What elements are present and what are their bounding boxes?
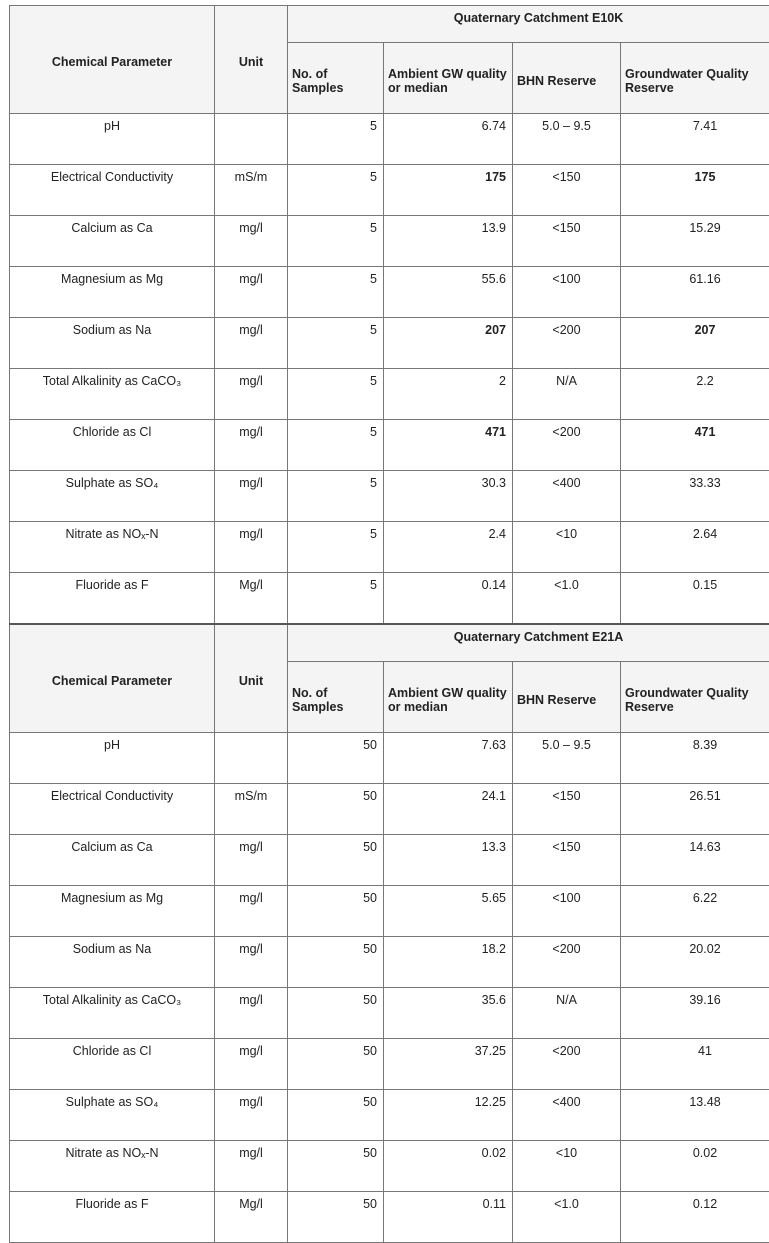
bhn-reserve-cell: <100 xyxy=(513,886,621,937)
gw-quality-reserve-cell: 6.22 xyxy=(621,886,769,937)
samples-cell: 5 xyxy=(288,267,384,318)
ambient-cell: 6.74 xyxy=(384,114,513,165)
parameter-cell: Calcium as Ca xyxy=(10,216,215,267)
parameter-cell: Fluoride as F xyxy=(10,573,215,625)
bhn-reserve-cell: <150 xyxy=(513,216,621,267)
samples-cell: 50 xyxy=(288,1192,384,1243)
ambient-cell: 30.3 xyxy=(384,471,513,522)
ambient-cell: 13.9 xyxy=(384,216,513,267)
parameter-cell: Sodium as Na xyxy=(10,318,215,369)
table-row xyxy=(10,835,769,886)
table-row xyxy=(10,573,769,625)
column-header-unit: Unit xyxy=(215,6,288,114)
unit-cell: mS/m xyxy=(215,165,288,216)
gw-quality-reserve-cell: 0.15 xyxy=(621,573,769,625)
column-header-bhn-reserve: BHN Reserve xyxy=(513,43,621,114)
bhn-reserve-cell: <200 xyxy=(513,318,621,369)
samples-cell: 50 xyxy=(288,1090,384,1141)
unit-cell: mS/m xyxy=(215,784,288,835)
ambient-cell: 2 xyxy=(384,369,513,420)
column-header-samples: No. of Samples xyxy=(288,662,384,733)
samples-cell: 5 xyxy=(288,522,384,573)
samples-cell: 5 xyxy=(288,573,384,625)
table-row xyxy=(10,471,769,522)
unit-cell: Mg/l xyxy=(215,1192,288,1243)
table-row xyxy=(10,216,769,267)
bhn-reserve-cell: <1.0 xyxy=(513,573,621,625)
column-header-parameter: Chemical Parameter xyxy=(10,624,215,733)
samples-cell: 50 xyxy=(288,835,384,886)
samples-cell: 5 xyxy=(288,471,384,522)
table-row xyxy=(10,318,769,369)
bhn-reserve-cell: <10 xyxy=(513,522,621,573)
samples-cell: 5 xyxy=(288,369,384,420)
table-row xyxy=(10,522,769,573)
samples-cell: 5 xyxy=(288,114,384,165)
parameter-cell: Sodium as Na xyxy=(10,937,215,988)
parameter-cell: Total Alkalinity as CaCO₃ xyxy=(10,988,215,1039)
samples-cell: 5 xyxy=(288,216,384,267)
unit-cell: mg/l xyxy=(215,471,288,522)
bhn-reserve-cell: <200 xyxy=(513,937,621,988)
table-row xyxy=(10,369,769,420)
ambient-cell: 37.25 xyxy=(384,1039,513,1090)
gw-quality-reserve-cell: 207 xyxy=(621,318,769,369)
bhn-reserve-cell: <100 xyxy=(513,267,621,318)
parameter-cell: Total Alkalinity as CaCO₃ xyxy=(10,369,215,420)
samples-cell: 50 xyxy=(288,733,384,784)
parameter-cell: Chloride as Cl xyxy=(10,1039,215,1090)
bhn-reserve-cell: <1.0 xyxy=(513,1192,621,1243)
column-header-gw-quality-reserve: Groundwater Quality Reserve xyxy=(621,43,769,114)
samples-cell: 50 xyxy=(288,988,384,1039)
bhn-reserve-cell: <150 xyxy=(513,784,621,835)
column-header-unit: Unit xyxy=(215,624,288,733)
unit-cell: mg/l xyxy=(215,318,288,369)
column-header-bhn-reserve: BHN Reserve xyxy=(513,662,621,733)
samples-cell: 50 xyxy=(288,784,384,835)
table-row xyxy=(10,784,769,835)
gw-quality-reserve-cell: 33.33 xyxy=(621,471,769,522)
parameter-cell: pH xyxy=(10,114,215,165)
parameter-cell: Electrical Conductivity xyxy=(10,784,215,835)
header-row-catchment xyxy=(10,6,769,43)
reserve-table xyxy=(9,5,769,1243)
unit-cell: mg/l xyxy=(215,267,288,318)
gw-quality-reserve-cell: 61.16 xyxy=(621,267,769,318)
column-header-ambient: Ambient GW quality or median xyxy=(384,43,513,114)
table-row xyxy=(10,733,769,784)
parameter-cell: Calcium as Ca xyxy=(10,835,215,886)
parameter-cell: Chloride as Cl xyxy=(10,420,215,471)
table-row xyxy=(10,1090,769,1141)
samples-cell: 50 xyxy=(288,886,384,937)
ambient-cell: 5.65 xyxy=(384,886,513,937)
unit-cell xyxy=(215,733,288,784)
gw-quality-reserve-cell: 175 xyxy=(621,165,769,216)
bhn-reserve-cell: <150 xyxy=(513,835,621,886)
gw-quality-reserve-cell: 20.02 xyxy=(621,937,769,988)
gw-quality-reserve-cell: 0.12 xyxy=(621,1192,769,1243)
ambient-cell: 7.63 xyxy=(384,733,513,784)
bhn-reserve-cell: <200 xyxy=(513,1039,621,1090)
samples-cell: 5 xyxy=(288,420,384,471)
parameter-cell: Sulphate as SO₄ xyxy=(10,471,215,522)
bhn-reserve-cell: <150 xyxy=(513,165,621,216)
parameter-cell: Nitrate as NOₓ-N xyxy=(10,522,215,573)
unit-cell: mg/l xyxy=(215,886,288,937)
table-row xyxy=(10,937,769,988)
bhn-reserve-cell: <10 xyxy=(513,1141,621,1192)
table-row xyxy=(10,114,769,165)
samples-cell: 50 xyxy=(288,1039,384,1090)
unit-cell: mg/l xyxy=(215,937,288,988)
bhn-reserve-cell: N/A xyxy=(513,988,621,1039)
table-row xyxy=(10,1141,769,1192)
samples-cell: 50 xyxy=(288,1141,384,1192)
water-quality-tables xyxy=(9,5,769,1243)
bhn-reserve-cell: <200 xyxy=(513,420,621,471)
column-header-samples: No. of Samples xyxy=(288,43,384,114)
gw-quality-reserve-cell: 8.39 xyxy=(621,733,769,784)
gw-quality-reserve-cell: 13.48 xyxy=(621,1090,769,1141)
ambient-cell: 0.11 xyxy=(384,1192,513,1243)
parameter-cell: Nitrate as NOₓ-N xyxy=(10,1141,215,1192)
gw-quality-reserve-cell: 0.02 xyxy=(621,1141,769,1192)
ambient-cell: 207 xyxy=(384,318,513,369)
bhn-reserve-cell: <400 xyxy=(513,471,621,522)
parameter-cell: pH xyxy=(10,733,215,784)
bhn-reserve-cell: N/A xyxy=(513,369,621,420)
ambient-cell: 55.6 xyxy=(384,267,513,318)
ambient-cell: 35.6 xyxy=(384,988,513,1039)
bhn-reserve-cell: 5.0 – 9.5 xyxy=(513,733,621,784)
ambient-cell: 2.4 xyxy=(384,522,513,573)
unit-cell: mg/l xyxy=(215,369,288,420)
table-row xyxy=(10,886,769,937)
unit-cell: mg/l xyxy=(215,988,288,1039)
table-row xyxy=(10,988,769,1039)
ambient-cell: 175 xyxy=(384,165,513,216)
column-header-parameter: Chemical Parameter xyxy=(10,6,215,114)
unit-cell: mg/l xyxy=(215,1039,288,1090)
bhn-reserve-cell: <400 xyxy=(513,1090,621,1141)
ambient-cell: 24.1 xyxy=(384,784,513,835)
gw-quality-reserve-cell: 15.29 xyxy=(621,216,769,267)
header-row-catchment xyxy=(10,624,769,662)
unit-cell: mg/l xyxy=(215,1090,288,1141)
table-row xyxy=(10,1192,769,1243)
gw-quality-reserve-cell: 2.64 xyxy=(621,522,769,573)
table-row xyxy=(10,420,769,471)
unit-cell: Mg/l xyxy=(215,573,288,625)
parameter-cell: Electrical Conductivity xyxy=(10,165,215,216)
table-row xyxy=(10,165,769,216)
gw-quality-reserve-cell: 14.63 xyxy=(621,835,769,886)
bhn-reserve-cell: 5.0 – 9.5 xyxy=(513,114,621,165)
samples-cell: 5 xyxy=(288,165,384,216)
gw-quality-reserve-cell: 471 xyxy=(621,420,769,471)
ambient-cell: 18.2 xyxy=(384,937,513,988)
gw-quality-reserve-cell: 39.16 xyxy=(621,988,769,1039)
samples-cell: 5 xyxy=(288,318,384,369)
column-header-gw-quality-reserve: Groundwater Quality Reserve xyxy=(621,662,769,733)
table-row xyxy=(10,1039,769,1090)
catchment-title: Quaternary Catchment E10K xyxy=(288,6,769,43)
parameter-cell: Magnesium as Mg xyxy=(10,886,215,937)
unit-cell: mg/l xyxy=(215,216,288,267)
ambient-cell: 0.02 xyxy=(384,1141,513,1192)
ambient-cell: 13.3 xyxy=(384,835,513,886)
gw-quality-reserve-cell: 41 xyxy=(621,1039,769,1090)
unit-cell: mg/l xyxy=(215,420,288,471)
ambient-cell: 471 xyxy=(384,420,513,471)
unit-cell: mg/l xyxy=(215,522,288,573)
ambient-cell: 0.14 xyxy=(384,573,513,625)
catchment-title: Quaternary Catchment E21A xyxy=(288,624,769,662)
table-row xyxy=(10,267,769,318)
gw-quality-reserve-cell: 2.2 xyxy=(621,369,769,420)
samples-cell: 50 xyxy=(288,937,384,988)
parameter-cell: Sulphate as SO₄ xyxy=(10,1090,215,1141)
parameter-cell: Fluoride as F xyxy=(10,1192,215,1243)
unit-cell: mg/l xyxy=(215,1141,288,1192)
gw-quality-reserve-cell: 7.41 xyxy=(621,114,769,165)
unit-cell: mg/l xyxy=(215,835,288,886)
gw-quality-reserve-cell: 26.51 xyxy=(621,784,769,835)
ambient-cell: 12.25 xyxy=(384,1090,513,1141)
column-header-ambient: Ambient GW quality or median xyxy=(384,662,513,733)
parameter-cell: Magnesium as Mg xyxy=(10,267,215,318)
unit-cell xyxy=(215,114,288,165)
